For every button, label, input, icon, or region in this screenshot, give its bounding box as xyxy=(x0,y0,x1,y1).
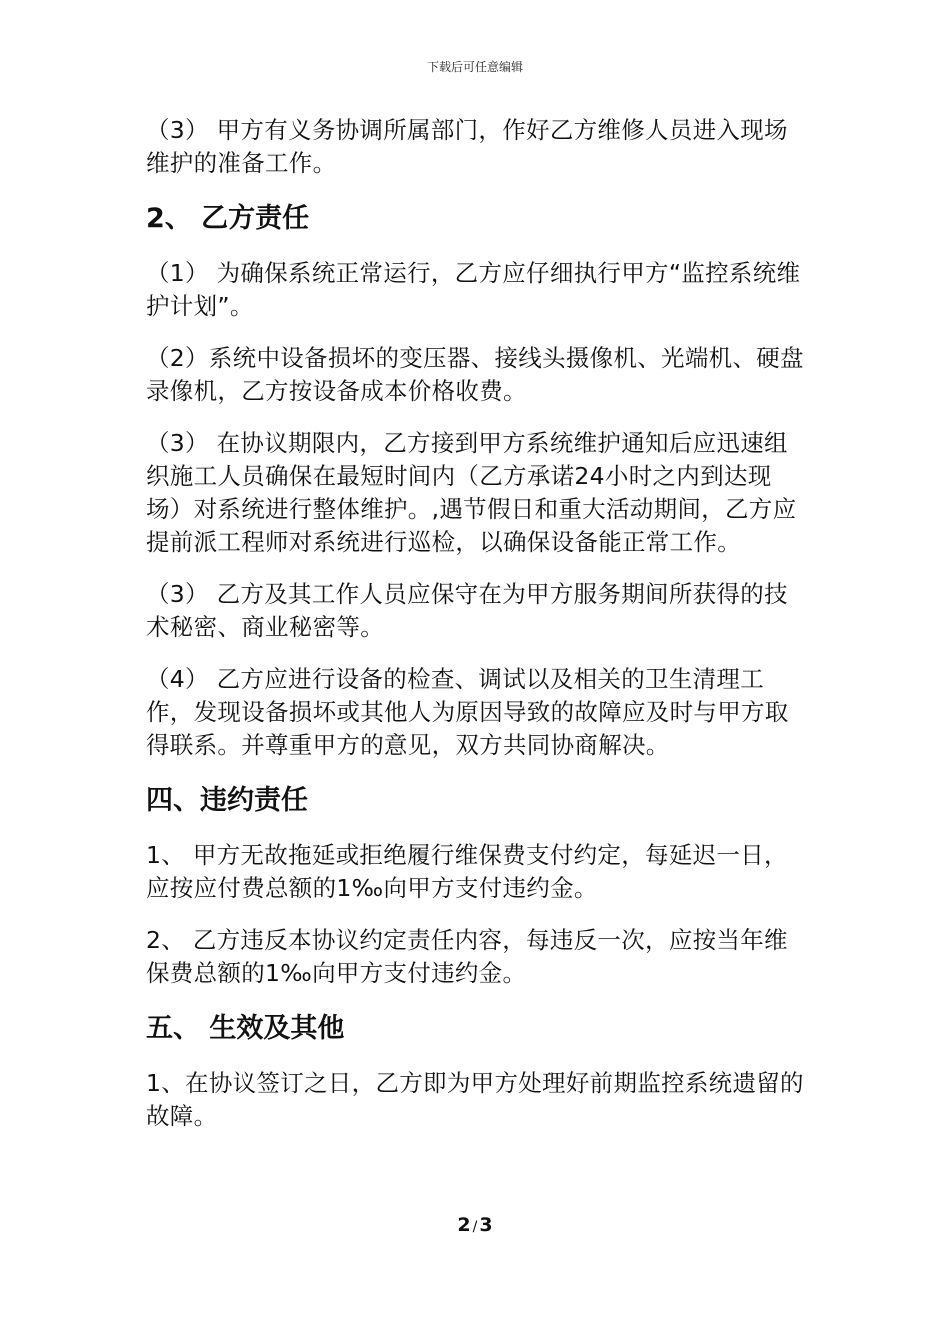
paragraph-effective-1: 1、在协议签订之日，乙方即为甲方处理好前期监控系统遗留的故障。 xyxy=(146,1069,804,1130)
section-heading-effectiveness: 五、 生效及其他 xyxy=(146,1013,345,1044)
paragraph-b-4-inspection: （4） 乙方应进行设备的检查、调试以及相关的卫生清理工作，发现设备损坏或其他人为原因导致的故障应及时与甲方取得联系。并尊重甲方的意见，双方共同协商解决。 xyxy=(146,665,789,759)
document-body xyxy=(146,114,806,1152)
header-note: 下载后可任意编辑 xyxy=(426,60,523,74)
page-separator: / xyxy=(472,1219,478,1235)
paragraph-party-a-coordination: （3） 甲方有义务协调所属部门，作好乙方维修人员进入现场维护的准备工作。 xyxy=(146,116,788,177)
paragraph-b-1-maintenance-plan: （1） 为确保系统正常运行，乙方应仔细执行甲方“监控系统维护计划”。 xyxy=(146,259,801,320)
paragraph-breach-2: 2、 乙方违反本协议约定责任内容，每违反一次，应按当年维保费总额的1‰向甲方支付违约金。 xyxy=(146,926,788,987)
section-heading-breach-liability: 四、违约责任 xyxy=(146,785,308,816)
paragraph-b-2-device-charges: （2）系统中设备损坏的变压器、接线头摄像机、光端机、硬盘录像机，乙方按设备成本价格收费。 xyxy=(146,344,804,405)
page-current: 2 xyxy=(457,1214,471,1236)
paragraph-breach-1: 1、 甲方无故拖延或拒绝履行维保费支付约定，每延迟一日，应按应付费总额的1‰向甲方支付违约金。 xyxy=(146,841,788,902)
paragraph-b-3-confidentiality: （3） 乙方及其工作人员应保守在为甲方服务期间所获得的技术秘密、商业秘密等。 xyxy=(146,580,788,641)
page-total: 3 xyxy=(479,1214,493,1236)
section-heading-party-b-duties: 2、 乙方责任 xyxy=(146,203,310,234)
page-number xyxy=(0,1214,950,1236)
paragraph-b-3-response-time: （3） 在协议期限内，乙方接到甲方系统维护通知后应迅速组织施工人员确保在最短时间内（乙方承诺24小时之内到达现场）对系统进行整体维护。,遇节假日和重大活动期间，乙方应提前派工程师对系统进行巡检，以确保设备能正常工作。 xyxy=(146,429,797,556)
